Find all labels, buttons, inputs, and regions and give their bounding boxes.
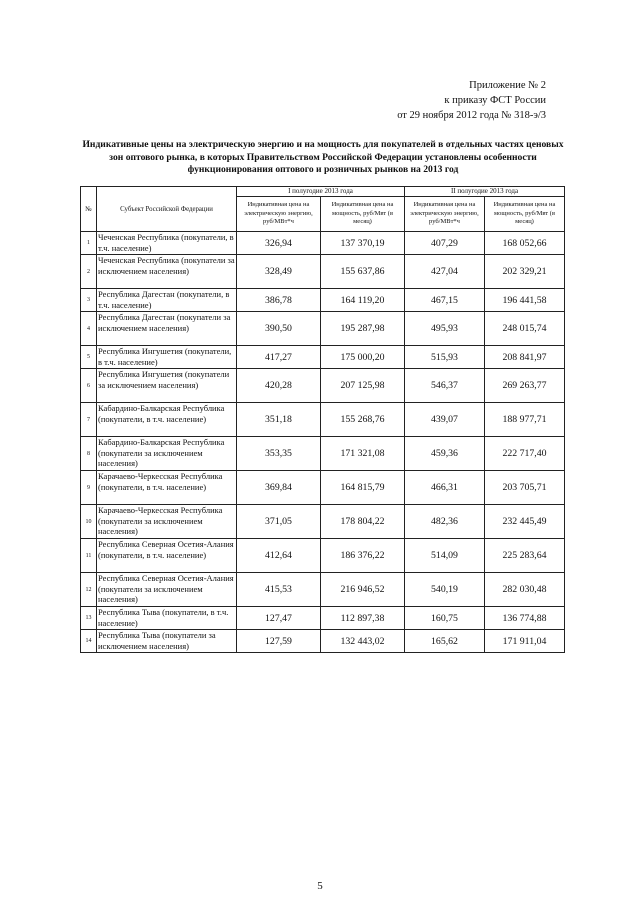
row-number: 9: [81, 471, 97, 505]
energy-price-h2: 482,36: [405, 505, 485, 539]
energy-price-h1: 371,05: [237, 505, 321, 539]
subject-cell: Чеченская Республика (покупатели, в т.ч. население): [97, 232, 237, 255]
power-price-h2: 232 445,49: [485, 505, 565, 539]
power-price-h2: 136 774,88: [485, 607, 565, 630]
power-price-h1: 132 443,02: [321, 630, 405, 653]
column-header-energy-1: Индикативная цена на электрическую энергию, руб/МВт*ч: [237, 197, 321, 232]
power-price-h1: 216 946,52: [321, 573, 405, 607]
table-row: [81, 312, 565, 346]
power-price-h1: 178 804,22: [321, 505, 405, 539]
price-table: [80, 186, 565, 653]
row-number: 6: [81, 369, 97, 403]
table-row: [81, 289, 565, 312]
title-line-1: Индикативные цены на электрическую энергию и на мощность для покупателей в отдельных частях ценовых: [82, 139, 564, 150]
row-number: 8: [81, 437, 97, 471]
appendix-header: [397, 78, 546, 123]
energy-price-h2: 439,07: [405, 403, 485, 437]
subject-cell: Республика Дагестан (покупатели, в т.ч. население): [97, 289, 237, 312]
appendix-order: к приказу ФСТ России: [444, 95, 546, 106]
energy-price-h1: 417,27: [237, 346, 321, 369]
table-body: [81, 232, 565, 653]
title-line-2: зон оптового рынка, в которых Правительством Российской Федерации установлены особенности: [109, 151, 537, 163]
energy-price-h1: 412,64: [237, 539, 321, 573]
power-price-h1: 195 287,98: [321, 312, 405, 346]
document-title: [80, 139, 566, 177]
row-number: 3: [81, 289, 97, 312]
energy-price-h1: 390,50: [237, 312, 321, 346]
table-row: [81, 573, 565, 607]
subject-cell: Кабардино-Балкарская Республика (покупатели за исключением населения): [97, 437, 237, 471]
row-number: 1: [81, 232, 97, 255]
power-price-h2: 168 052,66: [485, 232, 565, 255]
page-number: 5: [317, 880, 323, 892]
subject-cell: Республика Ингушетия (покупатели за исключением населения): [97, 369, 237, 403]
appendix-date: от 29 ноября 2012 года № 318-э/3: [397, 110, 546, 121]
table-row: [81, 471, 565, 505]
table-row: [81, 437, 565, 471]
power-price-h1: 164 119,20: [321, 289, 405, 312]
energy-price-h1: 351,18: [237, 403, 321, 437]
table-row: [81, 346, 565, 369]
energy-price-h2: 407,29: [405, 232, 485, 255]
energy-price-h2: 466,31: [405, 471, 485, 505]
power-price-h1: 155 268,76: [321, 403, 405, 437]
subject-cell: Республика Дагестан (покупатели за исключением населения): [97, 312, 237, 346]
row-number: 10: [81, 505, 97, 539]
power-price-h2: 225 283,64: [485, 539, 565, 573]
power-price-h2: 248 015,74: [485, 312, 565, 346]
subject-cell: Республика Тыва (покупатели, в т.ч. население): [97, 607, 237, 630]
energy-price-h1: 326,94: [237, 232, 321, 255]
subject-cell: Чеченская Республика (покупатели за исключением населения): [97, 255, 237, 289]
power-price-h1: 175 000,20: [321, 346, 405, 369]
power-price-h1: 112 897,38: [321, 607, 405, 630]
energy-price-h2: 165,62: [405, 630, 485, 653]
row-number: 4: [81, 312, 97, 346]
table-row: [81, 607, 565, 630]
column-header-period-2: II полугодие 2013 года: [405, 187, 565, 197]
power-price-h2: 196 441,58: [485, 289, 565, 312]
appendix-number: Приложение № 2: [469, 80, 546, 91]
energy-price-h2: 515,93: [405, 346, 485, 369]
column-header-power-2: Индикативная цена на мощность, руб/Мвт (в месяц): [485, 197, 565, 232]
column-header-power-1: Индикативная цена на мощность, руб/Мвт (в месяц): [321, 197, 405, 232]
power-price-h1: 164 815,79: [321, 471, 405, 505]
subject-cell: Республика Северная Осетия-Алания (покупатели за исключением населения): [97, 573, 237, 607]
power-price-h2: 222 717,40: [485, 437, 565, 471]
energy-price-h1: 415,53: [237, 573, 321, 607]
subject-cell: Республика Ингушетия (покупатели, в т.ч. население): [97, 346, 237, 369]
energy-price-h1: 386,78: [237, 289, 321, 312]
column-header-period-1: I полугодие 2013 года: [237, 187, 405, 197]
energy-price-h2: 427,04: [405, 255, 485, 289]
power-price-h2: 282 030,48: [485, 573, 565, 607]
table-row: [81, 539, 565, 573]
power-price-h2: 188 977,71: [485, 403, 565, 437]
table-row: [81, 505, 565, 539]
table-row: [81, 369, 565, 403]
row-number: 13: [81, 607, 97, 630]
table-row: [81, 403, 565, 437]
subject-cell: Республика Северная Осетия-Алания (покупатели, в т.ч. население): [97, 539, 237, 573]
subject-cell: Кабардино-Балкарская Республика (покупатели, в т.ч. население): [97, 403, 237, 437]
title-line-3: функционирования оптового и розничных рынков на 2013 год: [187, 164, 459, 175]
energy-price-h1: 127,47: [237, 607, 321, 630]
row-number: 12: [81, 573, 97, 607]
energy-price-h2: 459,36: [405, 437, 485, 471]
energy-price-h1: 420,28: [237, 369, 321, 403]
column-header-number: №: [81, 187, 97, 232]
energy-price-h2: 467,15: [405, 289, 485, 312]
power-price-h1: 186 376,22: [321, 539, 405, 573]
energy-price-h1: 353,35: [237, 437, 321, 471]
power-price-h2: 171 911,04: [485, 630, 565, 653]
subject-cell: Карачаево-Черкесская Республика (покупатели, в т.ч. население): [97, 471, 237, 505]
energy-price-h2: 540,19: [405, 573, 485, 607]
energy-price-h2: 546,37: [405, 369, 485, 403]
table-row: [81, 630, 565, 653]
table-row: [81, 232, 565, 255]
power-price-h2: 269 263,77: [485, 369, 565, 403]
power-price-h1: 171 321,08: [321, 437, 405, 471]
row-number: 11: [81, 539, 97, 573]
energy-price-h2: 495,93: [405, 312, 485, 346]
power-price-h2: 203 705,71: [485, 471, 565, 505]
energy-price-h2: 160,75: [405, 607, 485, 630]
power-price-h1: 155 637,86: [321, 255, 405, 289]
row-number: 7: [81, 403, 97, 437]
power-price-h1: 207 125,98: [321, 369, 405, 403]
energy-price-h1: 369,84: [237, 471, 321, 505]
energy-price-h1: 127,59: [237, 630, 321, 653]
row-number: 5: [81, 346, 97, 369]
power-price-h2: 208 841,97: [485, 346, 565, 369]
power-price-h2: 202 329,21: [485, 255, 565, 289]
row-number: 14: [81, 630, 97, 653]
power-price-h1: 137 370,19: [321, 232, 405, 255]
subject-cell: Карачаево-Черкесская Республика (покупатели за исключением населения): [97, 505, 237, 539]
subject-cell: Республика Тыва (покупатели за исключением населения): [97, 630, 237, 653]
energy-price-h2: 514,09: [405, 539, 485, 573]
column-header-energy-2: Индикативная цена на электрическую энергию, руб/МВт*ч: [405, 197, 485, 232]
energy-price-h1: 328,49: [237, 255, 321, 289]
row-number: 2: [81, 255, 97, 289]
table-row: [81, 255, 565, 289]
column-header-subject: Субъект Российской Федерации: [97, 187, 237, 232]
